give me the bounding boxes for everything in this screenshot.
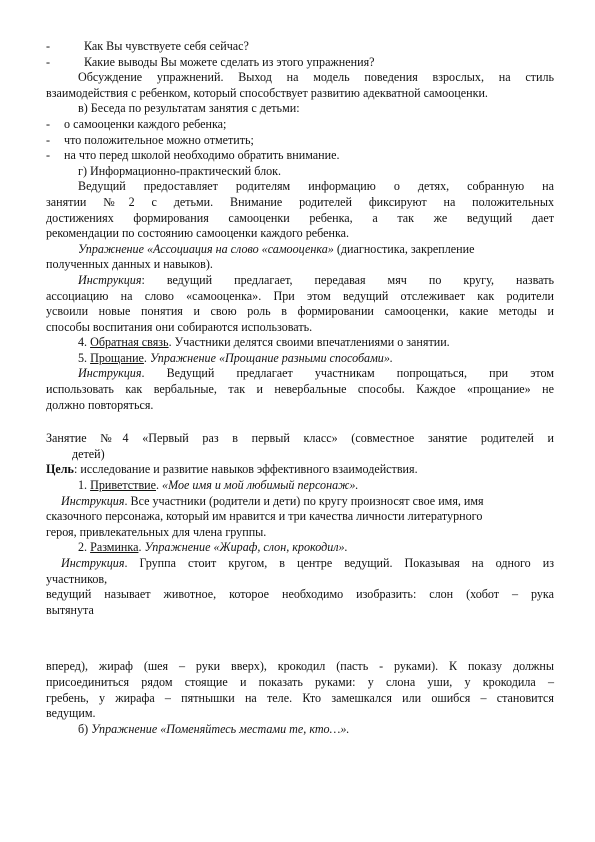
paragraph-line: использовать как вербальные, так и невербальные способы. Каждое «прощание» не — [46, 382, 554, 397]
dash-marker: - — [46, 116, 51, 131]
dash-marker: - — [46, 148, 51, 163]
paragraph-line: вперед), жираф (шея – руки вверх), крокодил (пасть - руками). К показу должны — [46, 659, 554, 674]
instruction-line: Инструкция. Все участники (родители и дети) по кругу произносят свое имя, имя — [61, 493, 484, 508]
bullet-item: - на что перед школой необходимо обратить внимание. — [46, 148, 340, 163]
bullet-item: - что положительное можно отметить; — [46, 132, 254, 147]
paragraph-line: рекомендации по состоянию самооценки каждого ребенка. — [46, 226, 350, 241]
instruction-line: Инструкция: ведущий предлагает, передавая мяч по кругу, назвать — [78, 272, 554, 287]
paragraph-line: ведущий называет животное, которое необходимо изобразить: слон (хобот – рука — [46, 587, 554, 602]
warmup-line: 2. Разминка. Упражнение «Жираф, слон, крокодил». — [78, 540, 348, 555]
document-page — [46, 39, 554, 737]
feedback-line: 4. Обратная связь. Участники делятся своими впечатлениями о занятии. — [78, 335, 450, 350]
instruction-line: Инструкция. Ведущий предлагает участникам попрощаться, при этом — [78, 366, 554, 381]
section-heading: в) Беседа по результатам занятия с детьми: — [78, 101, 300, 116]
dash-marker: - — [46, 39, 51, 53]
lesson-title: Занятие №4 «Первый раз в первый класс» (совместное занятие родителей и — [46, 431, 554, 446]
section-heading: г) Информационно-практический блок. — [78, 163, 282, 178]
paragraph-line: ассоциацию на слово «самооценка». При этом ведущий отслеживает как родители — [46, 288, 554, 303]
lesson-title: детей) — [72, 446, 105, 461]
paragraph-line: достижениях формирования самооценки ребенка, а так же ведущий дает — [46, 210, 554, 225]
paragraph-line: Обсуждение упражнений. Выход на модель поведения взрослых, на стиль — [78, 70, 554, 85]
paragraph-line: гребень, у жирафа – пятнышки на теле. Кто замешкался или ошибся – становится — [46, 690, 554, 705]
paragraph-line: полученных данных и навыков). — [46, 257, 213, 272]
paragraph-line: способы воспитания они собираются использовать. — [46, 319, 313, 334]
goal-line: Цель: исследование и развитие навыков эффективного взаимодействия. — [46, 462, 418, 477]
exercise-line: Упражнение «Ассоциация на слово «самооценка» (диагностика, закрепление — [78, 241, 475, 256]
paragraph-line: ведущим. — [46, 706, 96, 721]
paragraph-line: присоединиться рядом стоящие и показать руками: у слона уши, у крокодила – — [46, 674, 554, 689]
bullet-item: - о самооценки каждого ребенка; — [46, 116, 227, 131]
dash-marker: - — [46, 54, 51, 69]
instruction-line: Инструкция. Группа стоит кругом, в центре ведущий. Показывая на одного из — [61, 556, 554, 570]
bullet-item: - Как Вы чувствуете себя сейчас? — [46, 39, 249, 53]
farewell-line: 5. Прощание. Упражнение «Прощание разными способами». — [78, 350, 393, 365]
paragraph-line: Ведущий предоставляет родителям информацию о детях, собранную на — [78, 179, 554, 194]
spacer — [46, 618, 554, 659]
dash-marker: - — [46, 132, 51, 147]
paragraph-line: должно повторяться. — [46, 397, 154, 412]
paragraph-line: участников, — [46, 571, 108, 586]
paragraph-line: героя, привлекательных для члена группы. — [46, 524, 267, 539]
paragraph-line: занятии №2 с детьми. Внимание родителей фиксируют на положительных — [46, 194, 554, 209]
paragraph-line: вытянута — [46, 602, 94, 617]
paragraph-line: усвоили новые понятия и свою роль в формировании самооценки, какие методы и — [46, 304, 554, 319]
greeting-line: 1. Приветствие. «Мое имя и мой любимый персонаж». — [78, 478, 359, 493]
paragraph-line: сказочного персонажа, который им нравится и три качества личности литературного — [46, 509, 483, 524]
paragraph-line: взаимодействия с ребенком, который способствует развитию адекватной самооценки. — [46, 85, 488, 100]
spacer — [46, 413, 554, 431]
bullet-item: - Какие выводы Вы можете сделать из этого упражнения? — [46, 54, 375, 69]
exercise-line: б) Упражнение «Поменяйтесь местами те, кто…». — [78, 721, 350, 736]
